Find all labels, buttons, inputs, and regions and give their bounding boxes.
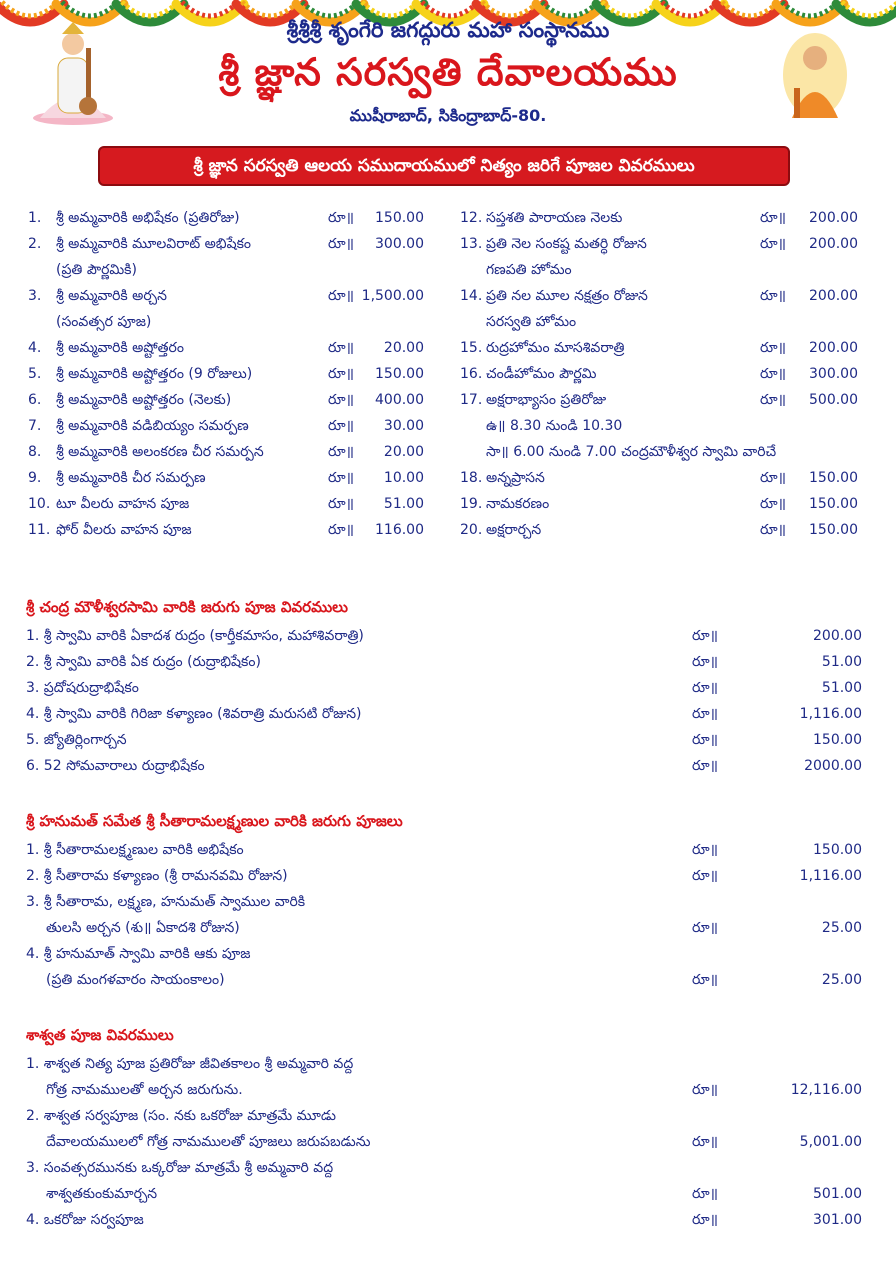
item-number: 8. bbox=[28, 444, 42, 460]
currency-symbol: రూ॥ bbox=[328, 392, 355, 408]
section-item-amount: 150.00 bbox=[813, 842, 862, 858]
item-number: 12. bbox=[460, 210, 483, 226]
item-amount: 300.00 bbox=[375, 236, 424, 252]
item-number: 17. bbox=[460, 392, 483, 408]
item-amount: 150.00 bbox=[809, 470, 858, 486]
section-item-amount: 501.00 bbox=[813, 1186, 862, 1202]
item-amount: 20.00 bbox=[383, 444, 424, 460]
trust-name: శ్రీశ్రీశ్రీ శృంగేరి జగద్గురు మహా సంస్థానము bbox=[286, 18, 610, 42]
section-item-description: 3. శ్రీ సీతారామ, లక్ష్మణ, హనుమత్ స్వాముల వారికి bbox=[26, 894, 306, 910]
item-description: అక్షరార్చన bbox=[486, 522, 542, 538]
currency-symbol: రూ॥ bbox=[692, 706, 719, 722]
item-description-cont: (ప్రతి పౌర్ణమికి) bbox=[56, 262, 137, 278]
section-item-amount: 5,001.00 bbox=[799, 1134, 862, 1150]
currency-symbol: రూ॥ bbox=[760, 522, 787, 538]
item-number: 1. bbox=[28, 210, 42, 226]
item-description: శ్రీ అమ్మవారికి అలంకరణ చీర సమర్పన bbox=[56, 444, 264, 460]
item-number: 15. bbox=[460, 340, 483, 356]
item-amount: 200.00 bbox=[809, 236, 858, 252]
item-number: 13. bbox=[460, 236, 483, 252]
item-number: 18. bbox=[460, 470, 483, 486]
section-item-amount: 2000.00 bbox=[804, 758, 862, 774]
currency-symbol: రూ॥ bbox=[328, 366, 355, 382]
currency-symbol: రూ॥ bbox=[692, 732, 719, 748]
item-amount: 116.00 bbox=[375, 522, 424, 538]
currency-symbol: రూ॥ bbox=[328, 210, 355, 226]
currency-symbol: రూ॥ bbox=[692, 842, 719, 858]
item-description-cont: (సంవత్సర పూజ) bbox=[56, 314, 152, 330]
section-item-description: 1. శ్రీ సీతారామలక్ష్మణుల వారికి అభిషేకం bbox=[26, 842, 244, 858]
section-item-amount: 301.00 bbox=[813, 1212, 862, 1228]
section-item-description: 5. జ్యోతిర్లింగార్చన bbox=[26, 732, 127, 748]
item-description: అక్షరాభ్యాసం ప్రతిరోజు bbox=[486, 392, 607, 408]
section-item-description-cont: దేవాలయములలో గోత్ర నామములతో పూజలు జరుపబడును bbox=[46, 1134, 371, 1150]
currency-symbol: రూ॥ bbox=[692, 1186, 719, 1202]
section-item-description: 6. 52 సోమవారాలు రుద్రాభిషేకం bbox=[26, 758, 205, 774]
item-description: టూ వీలరు వాహన పూజ bbox=[56, 496, 190, 512]
item-number: 3. bbox=[28, 288, 42, 304]
currency-symbol: రూ॥ bbox=[328, 470, 355, 486]
item-description: శ్రీ అమ్మవారికి అర్చన bbox=[56, 288, 167, 304]
section-item-description: 1. శాశ్వత నిత్య పూజ ప్రతిరోజు జీవితకాలం శ్రీ అమ్మవారి వద్ద bbox=[26, 1056, 354, 1072]
item-number: 6. bbox=[28, 392, 42, 408]
item-description: సప్తశతి పారాయణ నెలకు bbox=[486, 210, 623, 226]
section-item-amount: 25.00 bbox=[821, 972, 862, 988]
currency-symbol: రూ॥ bbox=[760, 496, 787, 512]
section-item-description: 2. శ్రీ స్వామి వారికి ఏక రుద్రం (రుద్రాభిషేకం) bbox=[26, 654, 261, 670]
item-description: రుద్రహోమం మాసశివరాత్రి bbox=[486, 340, 625, 356]
item-description-cont: గణపతి హోమం bbox=[486, 262, 572, 278]
currency-symbol: రూ॥ bbox=[328, 496, 355, 512]
item-amount: 500.00 bbox=[809, 392, 858, 408]
section-item-description-cont: శాశ్వతకుంకుమార్చన bbox=[46, 1186, 158, 1202]
section-item-amount: 25.00 bbox=[821, 920, 862, 936]
item-description: ఫోర్ వీలరు వాహన పూజ bbox=[56, 522, 192, 538]
currency-symbol: రూ॥ bbox=[328, 340, 355, 356]
currency-symbol: రూ॥ bbox=[760, 288, 787, 304]
currency-symbol: రూ॥ bbox=[328, 236, 355, 252]
item-description: శ్రీ అమ్మవారికి అష్టోత్తరం (9 రోజులు) bbox=[56, 366, 253, 382]
item-number: 4. bbox=[28, 340, 42, 356]
daily-pooja-banner: శ్రీ జ్ఞాన సరస్వతి ఆలయ సముదాయములో నిత్యం జరిగే పూజల వివరములు bbox=[98, 146, 790, 186]
item-description: ప్రతి నల మూల నక్షత్రం రోజున bbox=[486, 288, 648, 304]
section-item-description: 3. ప్రదోషరుద్రాభిషేకం bbox=[26, 680, 139, 696]
currency-symbol: రూ॥ bbox=[692, 972, 719, 988]
temple-address: ముషీరాబాద్, సికింద్రాబాద్-80. bbox=[349, 106, 547, 125]
currency-symbol: రూ॥ bbox=[692, 1212, 719, 1228]
section-item-description: 3. సంవత్సరమునకు ఒక్కరోజు మాత్రమే శ్రీ అమ్మవారి వద్ద bbox=[26, 1160, 334, 1176]
item-number: 16. bbox=[460, 366, 483, 382]
currency-symbol: రూ॥ bbox=[760, 470, 787, 486]
item-description: శ్రీ అమ్మవారికి వడిబియ్యం సమర్పణ bbox=[56, 418, 249, 434]
currency-symbol: రూ॥ bbox=[692, 920, 719, 936]
item-amount: 150.00 bbox=[375, 210, 424, 226]
section-item-description: 4. ఒకరోజు సర్వపూజ bbox=[26, 1212, 144, 1228]
item-description: అన్నప్రాసన bbox=[486, 470, 545, 486]
item-amount: 150.00 bbox=[809, 522, 858, 538]
section-title: శ్రీ చంద్ర మౌళీశ్వరసామి వారికి జరుగు పూజ వివరములు bbox=[26, 598, 348, 616]
item-description: శ్రీ అమ్మవారికి అష్టోత్తరం bbox=[56, 340, 184, 356]
item-number: 10. bbox=[28, 496, 51, 512]
item-description-cont: ఉ॥ 8.30 నుండి 10.30 bbox=[486, 418, 623, 434]
currency-symbol: రూ॥ bbox=[328, 444, 355, 460]
section-item-description: 2. శ్రీ సీతారామ కళ్యాణం (శ్రీ రామనవమి రోజున) bbox=[26, 868, 288, 884]
item-description-cont: సా॥ 6.00 నుండి 7.00 చంద్రమౌళీశ్వర స్వామి వారిచే bbox=[486, 444, 777, 460]
section-item-description-cont: (ప్రతి మంగళవారం సాయంకాలం) bbox=[46, 972, 225, 988]
section-item-amount: 200.00 bbox=[813, 628, 862, 644]
currency-symbol: రూ॥ bbox=[760, 340, 787, 356]
item-description: శ్రీ అమ్మవారికి చీర సమర్పణ bbox=[56, 470, 206, 486]
currency-symbol: రూ॥ bbox=[328, 418, 355, 434]
section-item-description: 4. శ్రీ హనుమాత్ స్వామి వారికి ఆకు పూజ bbox=[26, 946, 251, 962]
section-item-amount: 150.00 bbox=[813, 732, 862, 748]
item-amount: 20.00 bbox=[383, 340, 424, 356]
section-item-description: 4. శ్రీ స్వామి వారికి గిరిజా కళ్యాణం (శివరాత్రి మరుసటి రోజున) bbox=[26, 706, 362, 722]
item-amount: 150.00 bbox=[375, 366, 424, 382]
item-number: 9. bbox=[28, 470, 42, 486]
item-number: 2. bbox=[28, 236, 42, 252]
item-description: శ్రీ అమ్మవారికి అభిషేకం (ప్రతిరోజు) bbox=[56, 210, 240, 226]
item-amount: 200.00 bbox=[809, 210, 858, 226]
currency-symbol: రూ॥ bbox=[692, 868, 719, 884]
currency-symbol: రూ॥ bbox=[760, 366, 787, 382]
item-amount: 1,500.00 bbox=[361, 288, 424, 304]
item-description: చండీహోమం పౌర్ణమి bbox=[486, 366, 597, 382]
currency-symbol: రూ॥ bbox=[760, 236, 787, 252]
item-description: శ్రీ అమ్మవారికి అష్టోత్తరం (నెలకు) bbox=[56, 392, 232, 408]
currency-symbol: రూ॥ bbox=[692, 1082, 719, 1098]
item-description: శ్రీ అమ్మవారికి మూలవిరాట్ అభిషేకం bbox=[56, 236, 251, 252]
section-item-amount: 12,116.00 bbox=[790, 1082, 862, 1098]
section-title: శ్రీ హనుమత్ సమేత శ్రీ సీతారామలక్ష్మణుల వారికి జరుగు పూజలు bbox=[26, 812, 403, 830]
item-amount: 150.00 bbox=[809, 496, 858, 512]
currency-symbol: రూ॥ bbox=[692, 654, 719, 670]
item-amount: 200.00 bbox=[809, 288, 858, 304]
header bbox=[0, 0, 896, 140]
currency-symbol: రూ॥ bbox=[328, 522, 355, 538]
item-description-cont: సరస్వతి హోమం bbox=[486, 314, 577, 330]
currency-symbol: రూ॥ bbox=[692, 680, 719, 696]
item-number: 14. bbox=[460, 288, 483, 304]
item-amount: 30.00 bbox=[383, 418, 424, 434]
item-number: 11. bbox=[28, 522, 51, 538]
section-item-description: 1. శ్రీ స్వామి వారికి ఏకాదశ రుద్రం (కార్తీకమాసం, మహాశివరాత్రి) bbox=[26, 628, 364, 644]
item-amount: 10.00 bbox=[383, 470, 424, 486]
currency-symbol: రూ॥ bbox=[760, 392, 787, 408]
item-amount: 300.00 bbox=[809, 366, 858, 382]
temple-name: శ్రీ జ్ఞాన సరస్వతి దేవాలయము bbox=[218, 50, 678, 94]
item-number: 5. bbox=[28, 366, 42, 382]
item-number: 7. bbox=[28, 418, 42, 434]
section-title: శాశ్వత పూజ వివరములు bbox=[26, 1026, 174, 1044]
section-item-amount: 51.00 bbox=[821, 680, 862, 696]
section-item-amount: 1,116.00 bbox=[799, 706, 862, 722]
section-item-description-cont: గోత్ర నామములతో అర్చన జరుగును. bbox=[46, 1082, 243, 1098]
item-amount: 400.00 bbox=[375, 392, 424, 408]
currency-symbol: రూ॥ bbox=[760, 210, 787, 226]
section-item-description: 2. శాశ్వత సర్వపూజ (సం. నకు ఒకరోజు మాత్రమే మూడు bbox=[26, 1108, 337, 1124]
section-item-description-cont: తులసి అర్చన (శు॥ ఏకాదశి రోజున) bbox=[46, 920, 240, 936]
currency-symbol: రూ॥ bbox=[692, 758, 719, 774]
currency-symbol: రూ॥ bbox=[328, 288, 355, 304]
section-item-amount: 51.00 bbox=[821, 654, 862, 670]
item-amount: 200.00 bbox=[809, 340, 858, 356]
item-amount: 51.00 bbox=[383, 496, 424, 512]
currency-symbol: రూ॥ bbox=[692, 1134, 719, 1150]
item-number: 19. bbox=[460, 496, 483, 512]
section-item-amount: 1,116.00 bbox=[799, 868, 862, 884]
currency-symbol: రూ॥ bbox=[692, 628, 719, 644]
item-description: ప్రతి నెల సంకష్ట మతర్ధి రోజున bbox=[486, 236, 647, 252]
item-number: 20. bbox=[460, 522, 483, 538]
item-description: నామకరణం bbox=[486, 496, 550, 512]
